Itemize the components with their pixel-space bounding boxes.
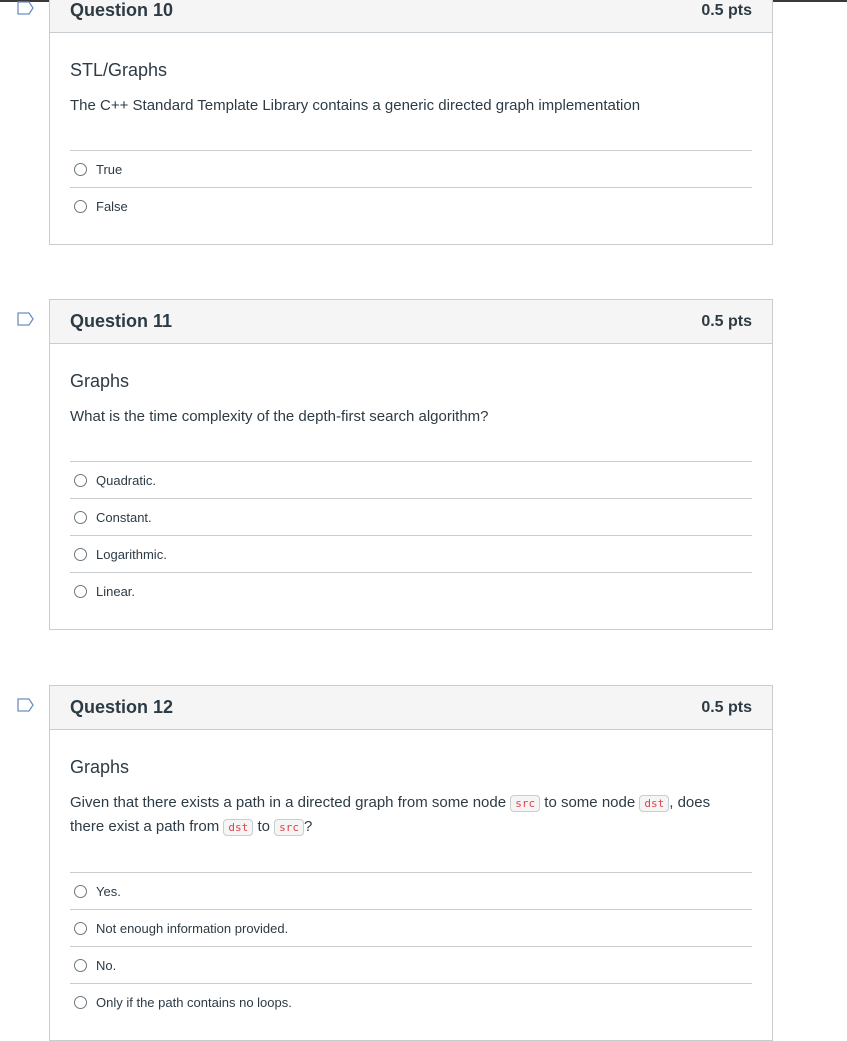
answer-list <box>70 461 752 609</box>
text-segment: , does there exist a path from <box>70 794 711 835</box>
answer-option[interactable] <box>70 462 752 499</box>
answer-option[interactable] <box>70 984 752 1020</box>
text-segment: Given that there exists a path in a directed graph from some node <box>70 794 511 811</box>
radio-button[interactable] <box>74 163 87 176</box>
question-title: Question 12 <box>70 697 174 717</box>
question-text <box>70 791 740 839</box>
inline-code: src <box>274 819 304 836</box>
question-text: The C++ Standard Template Library contains a generic directed graph implementation <box>70 97 641 114</box>
radio-button[interactable] <box>74 511 87 524</box>
answer-option[interactable] <box>70 873 752 910</box>
question-text: What is the time complexity of the depth-first search algorithm? <box>70 408 489 425</box>
radio-button[interactable] <box>74 885 87 898</box>
text-segment: to some node <box>540 794 640 811</box>
inline-code: src <box>510 795 540 812</box>
question-11 <box>49 299 773 630</box>
question-category: Graphs <box>70 757 130 777</box>
answer-option[interactable] <box>70 910 752 947</box>
answer-label: Logarithmic. <box>96 546 167 562</box>
question-category: STL/Graphs <box>70 60 168 80</box>
answer-option[interactable] <box>70 573 752 609</box>
radio-button[interactable] <box>74 200 87 213</box>
answer-label: Not enough information provided. <box>96 920 289 936</box>
bookmark-flag-icon[interactable] <box>17 1 35 15</box>
answer-label: Only if the path contains no loops. <box>96 994 292 1010</box>
answer-option[interactable] <box>70 536 752 573</box>
text-segment: ? <box>304 818 313 835</box>
answer-list <box>70 150 752 224</box>
question-header <box>50 686 772 730</box>
bookmark-flag-icon[interactable] <box>17 698 35 712</box>
answer-label: Constant. <box>96 509 152 525</box>
question-header <box>50 300 772 344</box>
answer-option[interactable] <box>70 188 752 224</box>
answer-option[interactable] <box>70 151 752 188</box>
answer-label: Quadratic. <box>96 472 156 488</box>
answer-option[interactable] <box>70 947 752 984</box>
question-points: 0.5 pts <box>701 698 752 716</box>
answer-label: True <box>96 161 123 177</box>
text-segment: to <box>253 818 275 835</box>
question-header <box>50 0 772 33</box>
question-title: Question 11 <box>70 311 173 331</box>
question-points: 0.5 pts <box>701 1 752 19</box>
radio-button[interactable] <box>74 548 87 561</box>
answer-label: Linear. <box>96 583 136 599</box>
radio-button[interactable] <box>74 959 87 972</box>
answer-label: Yes. <box>96 883 121 899</box>
radio-button[interactable] <box>74 922 87 935</box>
answer-list <box>70 872 752 1020</box>
bookmark-flag-icon[interactable] <box>17 312 35 326</box>
question-title: Question 10 <box>70 0 174 20</box>
answer-option[interactable] <box>70 499 752 536</box>
radio-button[interactable] <box>74 585 87 598</box>
question-10 <box>49 0 773 245</box>
answer-label: No. <box>96 957 117 973</box>
answer-label: False <box>96 198 128 214</box>
question-12 <box>49 685 773 1041</box>
radio-button[interactable] <box>74 474 87 487</box>
radio-button[interactable] <box>74 996 87 1009</box>
inline-code: dst <box>639 795 669 812</box>
question-category: Graphs <box>70 371 130 391</box>
question-points: 0.5 pts <box>701 312 752 330</box>
inline-code: dst <box>223 819 253 836</box>
